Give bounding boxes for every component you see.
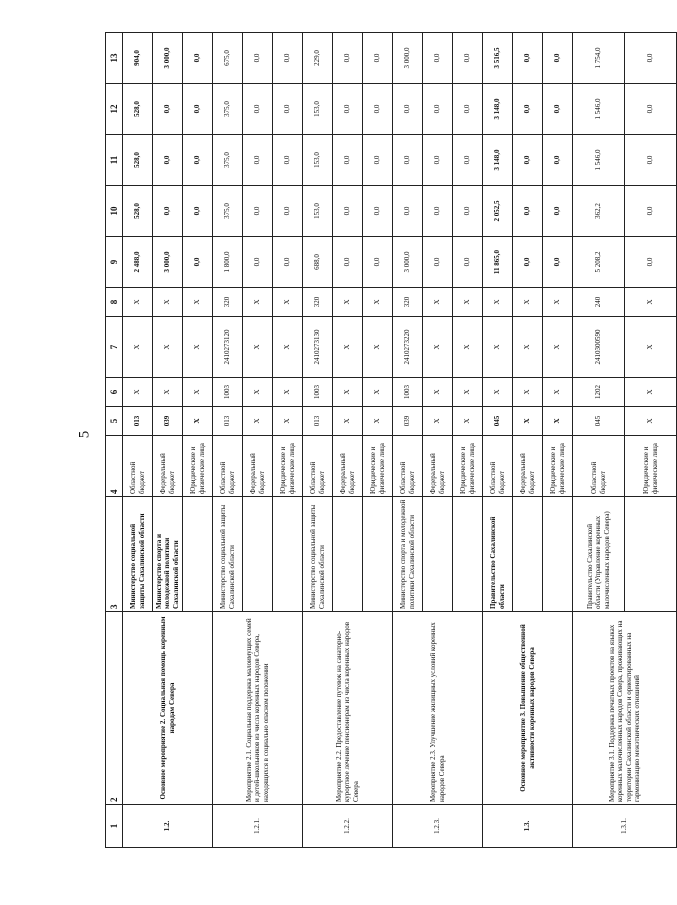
amount-cell: 0,0 <box>453 135 483 186</box>
code-target-cell: X <box>453 317 483 378</box>
amount-cell: 2 052,5 <box>483 186 513 237</box>
amount-cell: 0,0 <box>625 84 677 135</box>
activity-title: Мероприятие 2.2. Предоставление путевок на санаторно-курортное лечение пенсионерам из числа коренных народов Севера <box>303 612 393 805</box>
activity-title: Основное мероприятие 3. Повышение общественной активности коренных народов Севера <box>483 612 573 805</box>
activity-title: Мероприятие 2.1. Социальная поддержка малоимущих семей и детей-школьников из числа коренных народов Севера, находящихся в социально опасном положении <box>213 612 303 805</box>
funding-source-cell: Областной бюджет <box>483 436 513 497</box>
code-grbs-cell: 045 <box>573 407 625 436</box>
code-section-cell: X <box>423 378 453 407</box>
code-expense-cell: X <box>453 288 483 317</box>
header-col-4: 4 <box>106 436 123 497</box>
code-section-cell: 1003 <box>213 378 243 407</box>
amount-cell: 0,0 <box>543 237 573 288</box>
amount-cell: 0,0 <box>273 186 303 237</box>
header-row <box>106 33 123 848</box>
amount-cell: 688,0 <box>303 237 333 288</box>
funding-source-cell: Федеральный бюджет <box>153 436 183 497</box>
rotated-table-container <box>105 47 659 848</box>
amount-cell: 0,0 <box>363 33 393 84</box>
code-expense-cell: 240 <box>573 288 625 317</box>
amount-cell: 0,0 <box>183 84 213 135</box>
amount-cell: 0,0 <box>333 135 363 186</box>
header-col-5: 5 <box>106 407 123 436</box>
amount-cell: 375,0 <box>213 84 243 135</box>
amount-cell: 0,0 <box>273 84 303 135</box>
executor-cell: Министерство спорта и молодежной политики Сахалинской области <box>393 497 423 612</box>
code-section-cell: X <box>333 378 363 407</box>
header-col-8: 8 <box>106 288 123 317</box>
funding-source-cell: Юридические и физические лица <box>183 436 213 497</box>
code-target-cell: X <box>243 317 273 378</box>
funding-source-cell: Юридические и физические лица <box>543 436 573 497</box>
amount-cell: 0,0 <box>513 135 543 186</box>
amount-cell: 0,0 <box>243 135 273 186</box>
amount-cell: 0,0 <box>363 135 393 186</box>
executor-cell <box>625 497 677 612</box>
amount-cell: 0,0 <box>393 186 423 237</box>
header-col-2: 2 <box>106 612 123 805</box>
amount-cell: 229,0 <box>303 33 333 84</box>
header-col-12: 12 <box>106 84 123 135</box>
code-expense-cell: X <box>123 288 153 317</box>
amount-cell: 0,0 <box>543 186 573 237</box>
code-target-cell: X <box>153 317 183 378</box>
header-col-13: 13 <box>106 33 123 84</box>
code-expense-cell: X <box>273 288 303 317</box>
code-expense-cell: X <box>513 288 543 317</box>
row-number: 1.3. <box>483 805 573 848</box>
code-grbs-cell: 045 <box>483 407 513 436</box>
funding-source-cell: Областной бюджет <box>123 436 153 497</box>
amount-cell: 528,0 <box>123 186 153 237</box>
amount-cell: 0,0 <box>363 84 393 135</box>
amount-cell: 3 148,0 <box>483 135 513 186</box>
header-col-3: 3 <box>106 497 123 612</box>
code-target-cell: X <box>625 317 677 378</box>
amount-cell: 1 800,0 <box>213 237 243 288</box>
amount-cell: 153,0 <box>303 186 333 237</box>
code-target-cell: 2410300590 <box>573 317 625 378</box>
code-section-cell: X <box>543 378 573 407</box>
code-section-cell: X <box>453 378 483 407</box>
amount-cell: 0,0 <box>333 237 363 288</box>
code-target-cell: X <box>273 317 303 378</box>
amount-cell: 0,0 <box>423 84 453 135</box>
amount-cell: 0,0 <box>453 237 483 288</box>
funding-source-cell: Областной бюджет <box>573 436 625 497</box>
amount-cell: 1 754,0 <box>573 33 625 84</box>
code-section-cell: 1202 <box>573 378 625 407</box>
amount-cell: 0,0 <box>333 33 363 84</box>
amount-cell: 0,0 <box>183 237 213 288</box>
amount-cell: 0,0 <box>423 186 453 237</box>
amount-cell: 0,0 <box>333 186 363 237</box>
code-section-cell: X <box>123 378 153 407</box>
code-section-cell: X <box>625 378 677 407</box>
code-section-cell: X <box>483 378 513 407</box>
funding-source-cell: Юридические и физические лица <box>273 436 303 497</box>
code-grbs-cell: X <box>333 407 363 436</box>
executor-cell <box>513 497 543 612</box>
code-target-cell: X <box>483 317 513 378</box>
code-expense-cell: X <box>483 288 513 317</box>
amount-cell: 375,0 <box>213 135 243 186</box>
executor-cell: Министерство социальной защиты Сахалинской области <box>123 497 153 612</box>
amount-cell: 0,0 <box>243 237 273 288</box>
row-number: 1.2. <box>123 805 213 848</box>
row-number: 1.3.1. <box>573 805 677 848</box>
amount-cell: 0,0 <box>183 186 213 237</box>
funding-source-cell: Юридические и физические лица <box>363 436 393 497</box>
amount-cell: 0,0 <box>273 237 303 288</box>
amount-cell: 0,0 <box>183 135 213 186</box>
amount-cell: 0,0 <box>543 33 573 84</box>
amount-cell: 0,0 <box>453 84 483 135</box>
amount-cell: 0,0 <box>243 33 273 84</box>
code-grbs-cell: 013 <box>123 407 153 436</box>
amount-cell: 0,0 <box>625 135 677 186</box>
amount-cell: 5 208,2 <box>573 237 625 288</box>
table-row <box>123 33 153 848</box>
funding-source-cell: Областной бюджет <box>393 436 423 497</box>
table-row <box>393 33 423 848</box>
executor-cell <box>363 497 393 612</box>
table-body <box>123 33 677 848</box>
executor-cell <box>423 497 453 612</box>
amount-cell: 0,0 <box>333 84 363 135</box>
executor-cell <box>453 497 483 612</box>
executor-cell: Правительство Сахалинской области <box>483 497 513 612</box>
funding-source-cell: Федеральный бюджет <box>333 436 363 497</box>
code-expense-cell: X <box>363 288 393 317</box>
amount-cell: 0,0 <box>423 33 453 84</box>
code-section-cell: 1003 <box>303 378 333 407</box>
amount-cell: 528,0 <box>123 135 153 186</box>
code-section-cell: X <box>363 378 393 407</box>
code-section-cell: X <box>183 378 213 407</box>
table-row <box>573 33 625 848</box>
amount-cell: 0,0 <box>363 237 393 288</box>
amount-cell: 0,0 <box>153 186 183 237</box>
amount-cell: 0,0 <box>423 135 453 186</box>
table-row <box>303 33 333 848</box>
executor-cell <box>243 497 273 612</box>
executor-cell <box>273 497 303 612</box>
funding-source-cell: Федеральный бюджет <box>423 436 453 497</box>
amount-cell: 153,0 <box>303 84 333 135</box>
code-grbs-cell: 039 <box>153 407 183 436</box>
code-expense-cell: X <box>543 288 573 317</box>
executor-cell: Министерство социальной защиты Сахалинской области <box>303 497 333 612</box>
header-col-7: 7 <box>106 317 123 378</box>
header-col-10: 10 <box>106 186 123 237</box>
code-target-cell: X <box>513 317 543 378</box>
funding-source-cell: Федеральный бюджет <box>513 436 543 497</box>
header-col-9: 9 <box>106 237 123 288</box>
code-grbs-cell: 039 <box>393 407 423 436</box>
amount-cell: 0,0 <box>625 33 677 84</box>
code-section-cell: 1003 <box>393 378 423 407</box>
executor-cell: Правительство Сахалинской области (Управление коренных малочисленных народов Севера) <box>573 497 625 612</box>
code-grbs-cell: X <box>625 407 677 436</box>
amount-cell: 0,0 <box>543 135 573 186</box>
code-target-cell: X <box>543 317 573 378</box>
code-expense-cell: X <box>423 288 453 317</box>
code-section-cell: X <box>153 378 183 407</box>
code-grbs-cell: X <box>243 407 273 436</box>
code-expense-cell: X <box>153 288 183 317</box>
code-grbs-cell: X <box>423 407 453 436</box>
row-number: 1.2.3. <box>393 805 483 848</box>
code-grbs-cell: 013 <box>213 407 243 436</box>
funding-source-cell: Областной бюджет <box>213 436 243 497</box>
budget-table <box>105 32 677 848</box>
executor-cell: Министерство социальной защиты Сахалинской области <box>213 497 243 612</box>
code-target-cell: X <box>123 317 153 378</box>
funding-source-cell: Юридические и физические лица <box>453 436 483 497</box>
code-section-cell: X <box>243 378 273 407</box>
code-grbs-cell: X <box>543 407 573 436</box>
header-col-11: 11 <box>106 135 123 186</box>
code-expense-cell: 320 <box>393 288 423 317</box>
row-number: 1.2.2. <box>303 805 393 848</box>
code-target-cell: X <box>183 317 213 378</box>
amount-cell: 3 516,5 <box>483 33 513 84</box>
code-expense-cell: 320 <box>213 288 243 317</box>
amount-cell: 528,0 <box>123 84 153 135</box>
amount-cell: 0,0 <box>183 33 213 84</box>
amount-cell: 0,0 <box>423 237 453 288</box>
amount-cell: 0,0 <box>243 84 273 135</box>
code-target-cell: 2410273120 <box>213 317 243 378</box>
code-grbs-cell: 013 <box>303 407 333 436</box>
amount-cell: 0,0 <box>153 135 183 186</box>
amount-cell: 0,0 <box>453 33 483 84</box>
page-number: 5 <box>76 430 93 439</box>
activity-title: Основное мероприятие 2. Социальная помощь коренным народам Севера <box>123 612 213 805</box>
amount-cell: 0,0 <box>363 186 393 237</box>
table-row <box>483 33 513 848</box>
code-grbs-cell: X <box>513 407 543 436</box>
code-expense-cell: X <box>183 288 213 317</box>
code-grbs-cell: X <box>273 407 303 436</box>
amount-cell: 0,0 <box>513 84 543 135</box>
code-expense-cell: 320 <box>303 288 333 317</box>
amount-cell: 3 000,0 <box>393 33 423 84</box>
code-expense-cell: X <box>625 288 677 317</box>
executor-cell <box>183 497 213 612</box>
amount-cell: 375,0 <box>213 186 243 237</box>
amount-cell: 675,0 <box>213 33 243 84</box>
table-row <box>213 33 243 848</box>
amount-cell: 3 000,0 <box>393 237 423 288</box>
code-expense-cell: X <box>333 288 363 317</box>
funding-source-cell: Федеральный бюджет <box>243 436 273 497</box>
amount-cell: 0,0 <box>243 186 273 237</box>
amount-cell: 0,0 <box>625 186 677 237</box>
amount-cell: 0,0 <box>273 135 303 186</box>
amount-cell: 362,2 <box>573 186 625 237</box>
amount-cell: 904,0 <box>123 33 153 84</box>
funding-source-cell: Областной бюджет <box>303 436 333 497</box>
amount-cell: 0,0 <box>625 237 677 288</box>
code-target-cell: 2410273130 <box>303 317 333 378</box>
code-section-cell: X <box>273 378 303 407</box>
amount-cell: 11 865,0 <box>483 237 513 288</box>
code-grbs-cell: X <box>183 407 213 436</box>
amount-cell: 1 546,0 <box>573 135 625 186</box>
executor-cell <box>333 497 363 612</box>
amount-cell: 3 000,0 <box>153 33 183 84</box>
header-col-1: 1 <box>106 805 123 848</box>
code-grbs-cell: X <box>363 407 393 436</box>
amount-cell: 0,0 <box>453 186 483 237</box>
amount-cell: 0,0 <box>393 135 423 186</box>
code-target-cell: X <box>363 317 393 378</box>
row-number: 1.2.1. <box>213 805 303 848</box>
code-target-cell: X <box>423 317 453 378</box>
amount-cell: 3 148,0 <box>483 84 513 135</box>
code-expense-cell: X <box>243 288 273 317</box>
code-section-cell: X <box>513 378 543 407</box>
activity-title: Мероприятие 3.1. Поддержка печатных проектов на языках коренных малочисленных народов Севера, проживающих на территории Сахалинской области и ориентированных на гармонизацию межэтнических отношений <box>573 612 677 805</box>
code-grbs-cell: X <box>453 407 483 436</box>
amount-cell: 0,0 <box>543 84 573 135</box>
executor-cell: Министерство спорта и молодежной политики Сахалинской области <box>153 497 183 612</box>
header-col-6: 6 <box>106 378 123 407</box>
amount-cell: 0,0 <box>393 84 423 135</box>
code-target-cell: X <box>333 317 363 378</box>
amount-cell: 0,0 <box>513 237 543 288</box>
activity-title: Мероприятие 2.3. Улучшение жилищных условий коренных народов Севера <box>393 612 483 805</box>
amount-cell: 2 488,0 <box>123 237 153 288</box>
funding-source-cell: Юридические и физические лица <box>625 436 677 497</box>
amount-cell: 1 546,0 <box>573 84 625 135</box>
amount-cell: 153,0 <box>303 135 333 186</box>
executor-cell <box>543 497 573 612</box>
amount-cell: 0,0 <box>513 186 543 237</box>
code-target-cell: 2410273220 <box>393 317 423 378</box>
amount-cell: 0,0 <box>513 33 543 84</box>
amount-cell: 0,0 <box>153 84 183 135</box>
amount-cell: 0,0 <box>273 33 303 84</box>
amount-cell: 3 000,0 <box>153 237 183 288</box>
